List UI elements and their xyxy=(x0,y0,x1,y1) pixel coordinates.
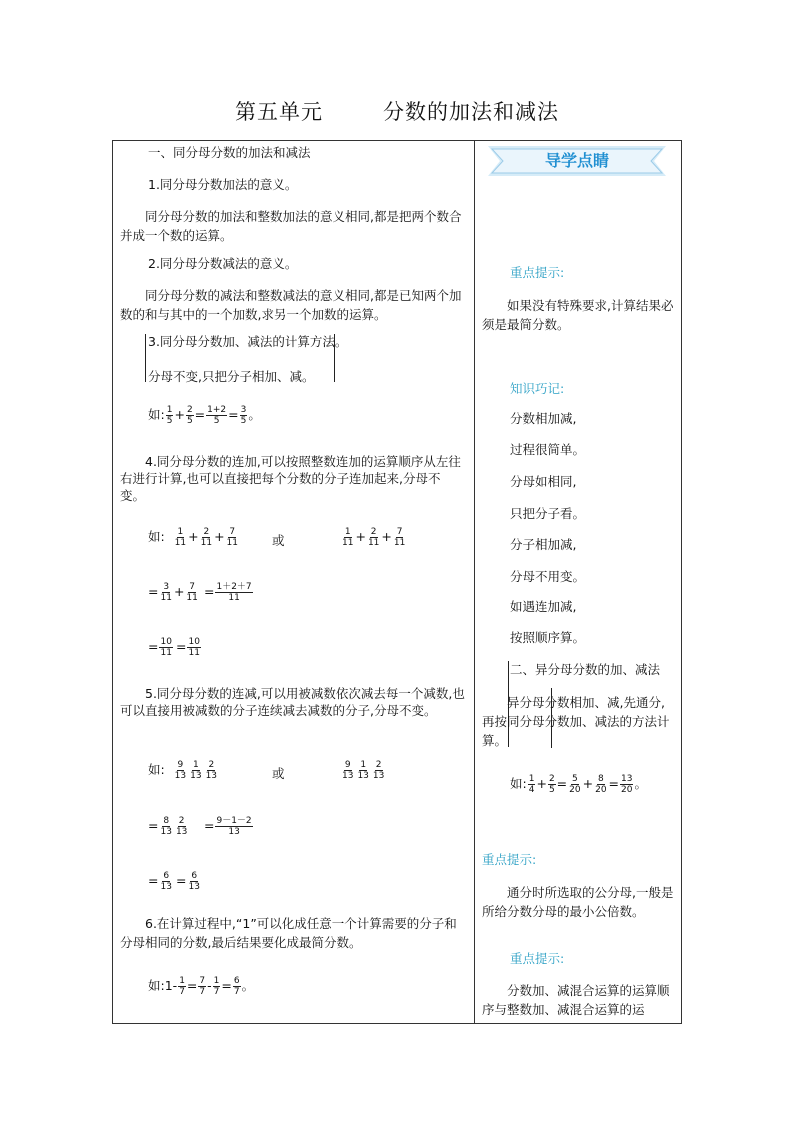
item-body: 6.在计算过程中,“1”可以化成任意一个计算需要的分子和分母相同的分数,最后结果要化成最简分数。 xyxy=(120,916,457,950)
tip-body: 通分时所选取的公分母,一般是所给分数分母的最小公倍数。 xyxy=(482,885,674,919)
example-step: = $\frac{9-1-2}{13}$ xyxy=(204,816,252,837)
section-heading: 一、同分母分数的加法和减法 xyxy=(148,145,311,160)
example-formula: 如: $\frac{1}{11}$ + $\frac{2}{11}$ + $\frac{7}{11}$ xyxy=(148,527,238,548)
rhyme-line: 按照顺序算。 xyxy=(510,630,586,645)
example-formula: $\frac{1}{11}$ + $\frac{2}{11}$ + $\frac{7}{11}$ xyxy=(342,527,406,548)
unit-label: 第五单元 xyxy=(235,100,323,124)
rhyme-label: 知识巧记: xyxy=(510,381,565,396)
item-title: 1.同分母分数加法的意义。 xyxy=(148,177,298,192)
example-step: = $\frac{1+2+7}{11}$ xyxy=(204,582,252,603)
or-label: 或 xyxy=(272,766,285,781)
tip-label: 重点提示: xyxy=(510,951,565,966)
item-title: 2.同分母分数减法的意义。 xyxy=(148,256,298,271)
rhyme-line: 分母如相同, xyxy=(510,474,577,489)
example-formula: $\frac{9}{13}$ $\frac{1}{13}$ $\frac{2}{13}$ xyxy=(342,760,385,781)
page-title xyxy=(0,96,794,126)
example-formula: 如: $\frac{1}{5}$ + $\frac{2}{5}$ = $\frac{1+2}{5}$ = $\frac{3}{5}$ 。 xyxy=(148,405,261,426)
tip-label: 重点提示: xyxy=(510,265,565,280)
tip-label: 重点提示: xyxy=(482,852,537,867)
item-body: 4.同分母分数的连加,可以按照整数连加的运算顺序从左往右进行计算,也可以直接把每个分数的分子连加起来,分母不变。 xyxy=(120,454,461,503)
example-formula: 如: $\frac{1}{4}$ + $\frac{2}{5}$ = $\frac{5}{20}$ + $\frac{8}{20}$ = $\frac{13}{20}$ 。 xyxy=(510,774,647,795)
or-label: 或 xyxy=(272,533,285,548)
example-step: = $\frac{10}{11}$ xyxy=(148,637,172,658)
rhyme-line: 如遇连加减, xyxy=(510,599,577,614)
tip-body: 分数加、减混合运算的运算顺序与整数加、减混合运算的运 xyxy=(482,983,670,1017)
bracket-line xyxy=(145,334,146,382)
item-title: 3.同分母分数加、减法的计算方法。 xyxy=(148,334,348,349)
example-step: = $\frac{6}{13}$ xyxy=(176,871,200,892)
unit-name: 分数的加法和减法 xyxy=(383,100,559,124)
rhyme-line: 只把分子看。 xyxy=(510,506,586,521)
rhyme-line: 分子相加减, xyxy=(510,537,577,552)
example-formula: 如:1- $\frac{1}{7}$ = $\frac{7}{7}$ - $\frac{1}{7}$ = $\frac{6}{7}$ 。 xyxy=(148,976,255,997)
column-divider xyxy=(474,140,475,1023)
section-heading: 二、异分母分数的加、减法 xyxy=(510,662,661,677)
tip-body: 如果没有特殊要求,计算结果必须是最简分数。 xyxy=(482,298,674,332)
rhyme-line: 过程很简单。 xyxy=(510,442,586,457)
rhyme-line: 分数相加减, xyxy=(510,411,577,426)
example-step: = $\frac{3}{11}$ + $\frac{7}{11}$ xyxy=(148,582,198,603)
example-step: = $\frac{6}{13}$ xyxy=(148,871,172,892)
example-step: = $\frac{10}{11}$ xyxy=(176,637,200,658)
banner-title: 导学点睛 xyxy=(544,151,609,170)
example-formula: 如: $\frac{9}{13}$ $\frac{1}{13}$ $\frac{2}{13}$ xyxy=(148,760,218,781)
item-body: 同分母分数的加法和整数加法的意义相同,都是把两个数合并成一个数的运算。 xyxy=(120,209,462,243)
item-body: 同分母分数的减法和整数减法的意义相同,都是已知两个加数的和与其中的一个加数,求另一个加数的运算。 xyxy=(120,288,462,322)
rhyme-line: 分母不用变。 xyxy=(510,569,586,584)
section-body: 异分母分数相加、减,先通分,再按同分母分数加、减法的方法计算。 xyxy=(482,695,670,748)
example-step: = $\frac{8}{13}$ $\frac{2}{13}$ xyxy=(148,816,188,837)
item-body: 分母不变,只把分子相加、减。 xyxy=(148,369,315,384)
item-body: 5.同分母分数的连减,可以用被减数依次减去每一个减数,也可以直接用被减数的分子连续减去减数的分子,分母不变。 xyxy=(120,686,465,718)
